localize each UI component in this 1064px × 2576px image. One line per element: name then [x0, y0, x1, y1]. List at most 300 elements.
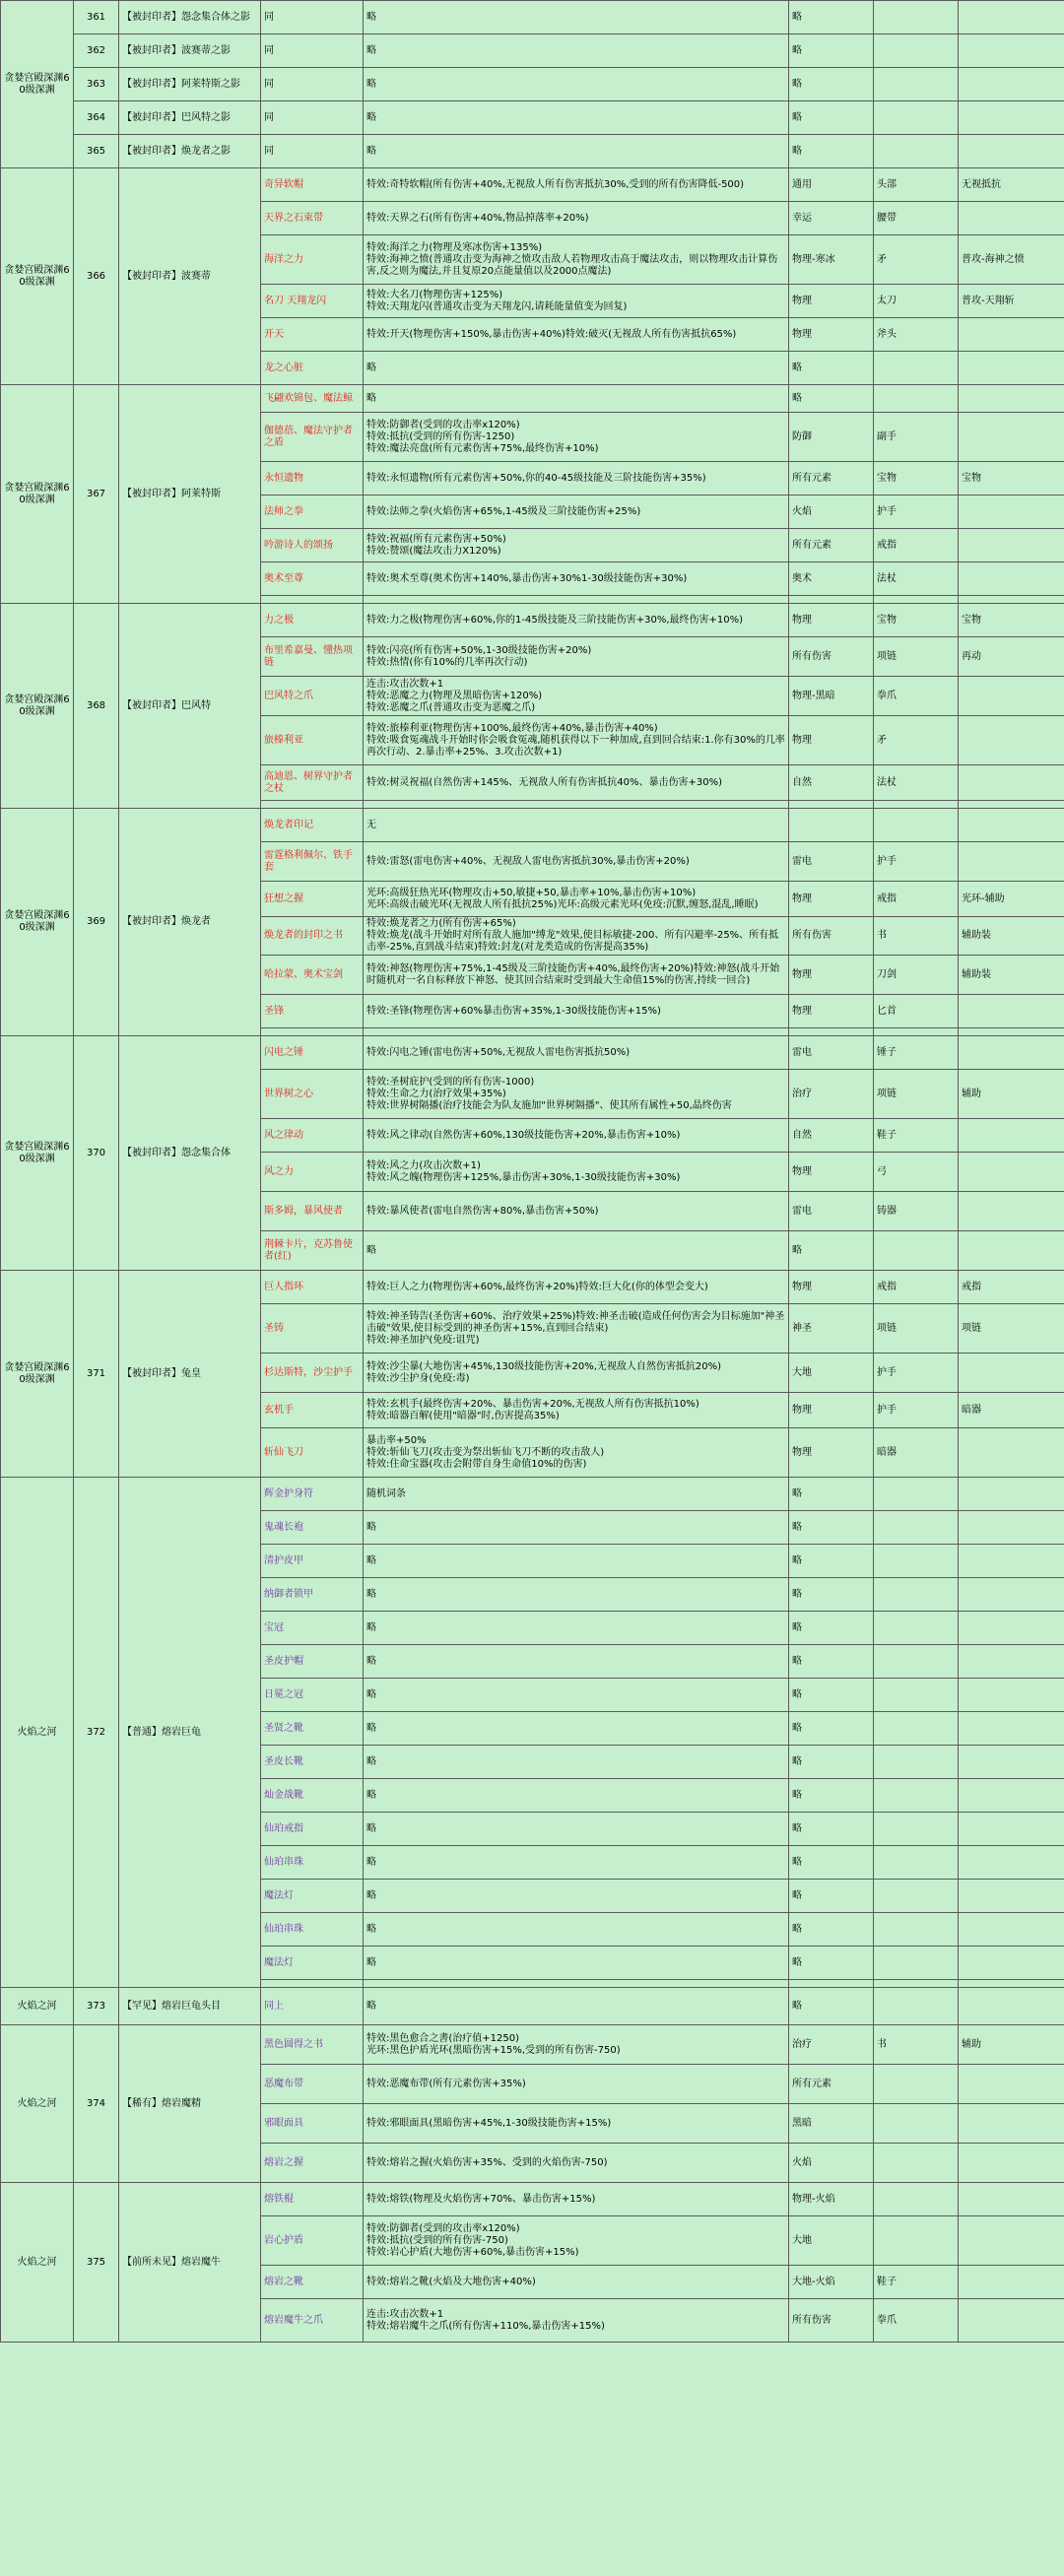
effect-cell: 特效:雷怒(雷电伤害+40%、无视敌人雷电伤害抵抗30%,暴击伤害+20%)	[364, 842, 789, 882]
item-name-cell: 斯多姆，暴风使者	[261, 1192, 364, 1231]
note-cell	[959, 1779, 1064, 1813]
id-cell: 368	[74, 604, 119, 809]
effect-cell: 特效:圣锋(物理伤害+60%暴击伤害+35%,1-30级技能伤害+15%)	[364, 995, 789, 1028]
attribute-cell: 略	[789, 1846, 874, 1880]
effect-cell: 略	[364, 1880, 789, 1913]
effect-cell: 特效:开天(物理伤害+150%,暴击伤害+40%)特效:破灭(无视敌人所有伤害抵抗65%)	[364, 318, 789, 352]
effect-cell: 略	[364, 101, 789, 135]
attribute-cell: 略	[789, 1746, 874, 1779]
slot-cell	[874, 352, 959, 385]
effect-cell: 特效:神怒(物理伤害+75%,1-45级及三阶技能伤害+40%,最终伤害+20%)特效:神怒(战斗开始时随机对一名自标释放下神怒、使其回合结束时受到最大生命值15%的伤害,持续一回合)	[364, 956, 789, 995]
effect-cell: 略	[364, 1913, 789, 1947]
attribute-cell: 所有伤害	[789, 637, 874, 677]
slot-cell: 暗器	[874, 1428, 959, 1478]
attribute-cell: 物理	[789, 1428, 874, 1478]
note-cell	[959, 1428, 1064, 1478]
region-cell: 火焰之河	[1, 1988, 74, 2025]
effect-cell: 略	[364, 68, 789, 101]
id-cell: 364	[74, 101, 119, 135]
table-row	[1, 1036, 1064, 1070]
item-name-cell: 玄机手	[261, 1393, 364, 1428]
attribute-cell: 雷电	[789, 1036, 874, 1070]
slot-cell: 宝物	[874, 604, 959, 637]
item-name-cell: 清护皮甲	[261, 1545, 364, 1578]
item-name-cell: 吟游诗人的颂扬	[261, 529, 364, 562]
note-cell	[959, 716, 1064, 765]
note-cell	[959, 1119, 1064, 1153]
item-name-cell: 日冕之冠	[261, 1679, 364, 1712]
slot-cell	[874, 1511, 959, 1545]
note-cell	[959, 677, 1064, 716]
slot-cell	[874, 1712, 959, 1746]
item-name-cell: 岩心护盾	[261, 2216, 364, 2266]
effect-cell: 特效:暴风使者(雷电自然伤害+80%,暴击伤害+50%)	[364, 1192, 789, 1231]
attribute-cell: 雷电	[789, 842, 874, 882]
effect-cell: 特效:恶魔布带(所有元素伤害+35%)	[364, 2065, 789, 2104]
note-cell	[959, 995, 1064, 1028]
item-name-cell: 辉金护身符	[261, 1478, 364, 1511]
attribute-cell: 所有元素	[789, 2065, 874, 2104]
item-name-cell: 龙之心脏	[261, 352, 364, 385]
slot-cell: 刀剑	[874, 956, 959, 995]
region-cell: 贪婪宫殿深渊60级深渊	[1, 168, 74, 385]
effect-cell: 特效:法师之拳(火焰伤害+65%,1-45级及三阶技能伤害+25%)	[364, 495, 789, 529]
attribute-cell: 物理	[789, 956, 874, 995]
item-name-cell: 熔铁棍	[261, 2183, 364, 2216]
table-row	[1, 1478, 1064, 1511]
attribute-cell: 略	[789, 1880, 874, 1913]
item-name-cell: 鬼魂长袍	[261, 1511, 364, 1545]
effect-cell: 特效:奇特软帽(所有伤害+40%,无视敌人所有伤害抵抗30%,受到的所有伤害降低-500)	[364, 168, 789, 202]
slot-cell: 矛	[874, 716, 959, 765]
effect-cell: 特效:圣树庇护(受到的所有伤害-1000) 特效:生命之力(治疗效果+35%) 特效:世界树隔播(治疗技能会为队友施加"世界树隔播"、使其所有属性+50,晶终伤害	[364, 1070, 789, 1119]
slot-cell	[874, 34, 959, 68]
attribute-cell: 物理-寒冰	[789, 235, 874, 285]
effect-cell: 特效:防御者(受到的攻击率x120%) 特效:抵抗(受到的所有伤害-750) 特效:岩心护盾(大地伤害+60%,暴击伤害+15%)	[364, 2216, 789, 2266]
attribute-cell: 物理	[789, 995, 874, 1028]
boss-cell: 【被封印者】阿莱特斯	[119, 385, 261, 604]
note-cell	[959, 596, 1064, 604]
item-name-cell: 哈拉蒙、奥术宝剑	[261, 956, 364, 995]
item-name-cell: 永恒遗物	[261, 462, 364, 495]
slot-cell	[874, 1947, 959, 1980]
attribute-cell: 大地-火焰	[789, 2266, 874, 2299]
slot-cell: 项链	[874, 1070, 959, 1119]
item-name-cell: 同	[261, 68, 364, 101]
note-cell	[959, 135, 1064, 168]
note-cell	[959, 2104, 1064, 2144]
attribute-cell: 略	[789, 1578, 874, 1612]
note-cell	[959, 2299, 1064, 2343]
effect-cell: 特效:焕龙者之力(所有伤害+65%) 特效:焕龙(战斗开始时对所有敌人施加"缚龙"效果,使目标敏捷-200、所有闪避率-25%、所有抵击率-25%,直到战斗结束)特效:封龙(对龙类造成的伤害提高35%)	[364, 917, 789, 956]
item-name-cell	[261, 1028, 364, 1036]
attribute-cell: 略	[789, 1612, 874, 1645]
slot-cell: 鞋子	[874, 1119, 959, 1153]
slot-cell: 法杖	[874, 765, 959, 801]
attribute-cell: 神圣	[789, 1304, 874, 1354]
note-cell	[959, 1612, 1064, 1645]
item-name-cell	[261, 1980, 364, 1988]
id-cell: 361	[74, 1, 119, 34]
note-cell: 辅助装	[959, 917, 1064, 956]
id-cell: 363	[74, 68, 119, 101]
item-name-cell: 焕龙者印记	[261, 809, 364, 842]
effect-cell: 特效:树灵祝福(自然伤害+145%、无视敌人所有伤害抵抗40%、暴击伤害+30%)	[364, 765, 789, 801]
slot-cell: 腰带	[874, 202, 959, 235]
region-cell: 火焰之河	[1, 2025, 74, 2183]
table-row	[1, 604, 1064, 637]
effect-cell: 略	[364, 1746, 789, 1779]
attribute-cell: 略	[789, 1988, 874, 2025]
attribute-cell: 略	[789, 1947, 874, 1980]
note-cell	[959, 34, 1064, 68]
note-cell: 宝物	[959, 604, 1064, 637]
table-row	[1, 2025, 1064, 2065]
attribute-cell: 物理	[789, 1153, 874, 1192]
boss-cell: 【被封印者】焕龙者之影	[119, 135, 261, 168]
table-row	[1, 1271, 1064, 1304]
note-cell: 普攻-海神之愤	[959, 235, 1064, 285]
attribute-cell: 略	[789, 1545, 874, 1578]
attribute-cell: 略	[789, 1813, 874, 1846]
boss-cell: 【被封印者】兔皇	[119, 1271, 261, 1478]
attribute-cell: 略	[789, 1913, 874, 1947]
attribute-cell: 奥术	[789, 562, 874, 596]
item-name-cell: 飞翩欢锦包、魔法鲸	[261, 385, 364, 413]
item-name-cell: 巨人指环	[261, 1271, 364, 1304]
slot-cell: 护手	[874, 1393, 959, 1428]
item-name-cell: 魔法灯	[261, 1947, 364, 1980]
item-name-cell: 熔岩之握	[261, 2144, 364, 2183]
note-cell: 再动	[959, 637, 1064, 677]
item-name-cell: 荆棘卡片，克苏鲁使者(红)	[261, 1231, 364, 1271]
effect-cell: 特效:玄机手(最终伤害+20%、暴击伤害+20%,无视敌人所有伤害抵抗10%) 特效:暗器百解(使用"暗器"时,伤害提高35%)	[364, 1393, 789, 1428]
attribute-cell: 物理-火焰	[789, 2183, 874, 2216]
item-name-cell: 同	[261, 101, 364, 135]
attribute-cell: 略	[789, 34, 874, 68]
item-name-cell: 布里希嘉曼、懂热项链	[261, 637, 364, 677]
effect-cell: 特效:黑色愈合之書(治疗值+1250) 光环:黑色护盾光环(黑暗伤害+15%,受到的所有伤害-750)	[364, 2025, 789, 2065]
note-cell: 项链	[959, 1304, 1064, 1354]
note-cell	[959, 2144, 1064, 2183]
table-row	[1, 2183, 1064, 2216]
effect-cell: 特效:旅榛利亚(物理伤害+100%,最终伤害+40%,暴击伤害+40%) 特效:吸食冤魂战斗开始时你会吸食冤魂,随机获得以下一种加成,直到回合结束:1.你有30%的几率再次行动、2.暴击率+25%、3.攻击次数+1)	[364, 716, 789, 765]
item-name-cell: 黑色圆得之书	[261, 2025, 364, 2065]
effect-cell: 特效:海洋之力(物理及寒冰伤害+135%) 特效:海神之愤(普通攻击变为海神之愤攻击敌人若物理攻击高于魔法攻击，则以物理攻击计算伤害,反之则为魔法,并且复原20点能量值以及2000点魔法)	[364, 235, 789, 285]
note-cell	[959, 1028, 1064, 1036]
slot-cell	[874, 135, 959, 168]
effect-cell	[364, 801, 789, 809]
note-cell	[959, 101, 1064, 135]
effect-cell: 光环:高级狂热光环(物理攻击+50,敏捷+50,暴击率+10%,暴击伤害+10%) 光环:高级击破光环(无视敌人所有抵抗25%)光环:高级元素光环(免疫:沉默,缠怒,混乱,睡眠)	[364, 882, 789, 917]
item-name-cell: 同	[261, 34, 364, 68]
slot-cell: 鞋子	[874, 2266, 959, 2299]
item-name-cell: 恶魔布带	[261, 2065, 364, 2104]
note-cell	[959, 1746, 1064, 1779]
note-cell	[959, 1511, 1064, 1545]
item-name-cell: 熔岩魔牛之爪	[261, 2299, 364, 2343]
table-row	[1, 168, 1064, 202]
item-name-cell: 风之律动	[261, 1119, 364, 1153]
effect-cell: 略	[364, 1779, 789, 1813]
item-name-cell: 熔岩之靴	[261, 2266, 364, 2299]
slot-cell: 锤子	[874, 1036, 959, 1070]
attribute-cell: 略	[789, 1231, 874, 1271]
table-row	[1, 1988, 1064, 2025]
item-name-cell: 仙珀戒指	[261, 1813, 364, 1846]
attribute-cell: 物理	[789, 882, 874, 917]
slot-cell	[874, 1880, 959, 1913]
note-cell	[959, 809, 1064, 842]
note-cell: 普攻-天翔斩	[959, 285, 1064, 318]
item-name-cell: 力之极	[261, 604, 364, 637]
id-cell: 373	[74, 1988, 119, 2025]
note-cell	[959, 352, 1064, 385]
attribute-cell	[789, 1028, 874, 1036]
attribute-cell: 雷电	[789, 1192, 874, 1231]
item-name-cell: 仙珀串珠	[261, 1846, 364, 1880]
effect-cell: 略	[364, 1645, 789, 1679]
item-name-cell: 圣皮护帽	[261, 1645, 364, 1679]
item-name-cell: 闪电之锤	[261, 1036, 364, 1070]
attribute-cell: 略	[789, 68, 874, 101]
note-cell	[959, 1, 1064, 34]
item-name-cell: 巴风特之爪	[261, 677, 364, 716]
note-cell	[959, 1947, 1064, 1980]
effect-cell: 特效:风之律动(自然伤害+60%,130级技能伤害+20%,暴击伤害+10%)	[364, 1119, 789, 1153]
item-name-cell: 宝冠	[261, 1612, 364, 1645]
attribute-cell: 所有伤害	[789, 2299, 874, 2343]
note-cell	[959, 1813, 1064, 1846]
attribute-cell	[789, 596, 874, 604]
attribute-cell: 略	[789, 1712, 874, 1746]
boss-cell: 【被封印者】波赛蒂之影	[119, 34, 261, 68]
item-name-cell: 名刀 天翔龙闪	[261, 285, 364, 318]
slot-cell: 法杖	[874, 562, 959, 596]
item-name-cell: 雷霆格利佩尔、铁手套	[261, 842, 364, 882]
attribute-cell: 物理	[789, 1393, 874, 1428]
note-cell	[959, 2183, 1064, 2216]
effect-cell: 特效:大名刀(物理伤害+125%) 特效:天翔龙闪(普通攻击变为天翔龙闪,请耗能量值变为回复)	[364, 285, 789, 318]
item-name-cell: 圣贤之靴	[261, 1712, 364, 1746]
attribute-cell: 幸运	[789, 202, 874, 235]
note-cell	[959, 1980, 1064, 1988]
note-cell	[959, 2266, 1064, 2299]
id-cell: 375	[74, 2183, 119, 2343]
note-cell: 辅助	[959, 1070, 1064, 1119]
slot-cell: 项链	[874, 637, 959, 677]
id-cell: 371	[74, 1271, 119, 1478]
boss-cell: 【普通】熔岩巨龟	[119, 1478, 261, 1988]
slot-cell: 书	[874, 917, 959, 956]
slot-cell: 项链	[874, 1304, 959, 1354]
table-row	[1, 34, 1064, 68]
item-name-cell: 海洋之力	[261, 235, 364, 285]
effect-cell: 略	[364, 352, 789, 385]
effect-cell	[364, 1028, 789, 1036]
item-name-cell: 邪眼面具	[261, 2104, 364, 2144]
note-cell	[959, 1645, 1064, 1679]
note-cell	[959, 1153, 1064, 1192]
attribute-cell: 略	[789, 1645, 874, 1679]
attribute-cell: 略	[789, 135, 874, 168]
attribute-cell	[789, 1980, 874, 1988]
id-cell: 369	[74, 809, 119, 1036]
item-name-cell: 同	[261, 135, 364, 168]
item-name-cell: 法师之拳	[261, 495, 364, 529]
attribute-cell: 治疗	[789, 2025, 874, 2065]
slot-cell: 太刀	[874, 285, 959, 318]
effect-cell: 连击:攻击次数+1 特效:熔岩魔牛之爪(所有伤害+110%,暴击伤害+15%)	[364, 2299, 789, 2343]
note-cell	[959, 801, 1064, 809]
table-row	[1, 385, 1064, 413]
slot-cell: 弓	[874, 1153, 959, 1192]
slot-cell	[874, 1478, 959, 1511]
slot-cell	[874, 2144, 959, 2183]
effect-cell: 略	[364, 1511, 789, 1545]
item-name-cell: 灿金战靴	[261, 1779, 364, 1813]
attribute-cell: 所有元素	[789, 462, 874, 495]
note-cell	[959, 2216, 1064, 2266]
attribute-cell: 物理	[789, 604, 874, 637]
item-name-cell: 奥术至尊	[261, 562, 364, 596]
note-cell	[959, 495, 1064, 529]
note-cell	[959, 68, 1064, 101]
attribute-cell: 黑暗	[789, 2104, 874, 2144]
slot-cell	[874, 1545, 959, 1578]
region-cell: 贪婪宫殿深渊60级深渊	[1, 1271, 74, 1478]
slot-cell	[874, 1988, 959, 2025]
slot-cell: 匕首	[874, 995, 959, 1028]
note-cell	[959, 1988, 1064, 2025]
region-cell: 贪婪宫殿深渊60级深渊	[1, 604, 74, 809]
note-cell: 戒指	[959, 1271, 1064, 1304]
effect-cell: 略	[364, 1578, 789, 1612]
note-cell	[959, 2065, 1064, 2104]
boss-cell: 【被封印者】巴风特之影	[119, 101, 261, 135]
effect-cell: 略	[364, 1, 789, 34]
attribute-cell: 略	[789, 1779, 874, 1813]
attribute-cell: 物理	[789, 1271, 874, 1304]
item-name-cell: 圣铸	[261, 1304, 364, 1354]
attribute-cell: 通用	[789, 168, 874, 202]
slot-cell	[874, 101, 959, 135]
note-cell	[959, 1880, 1064, 1913]
item-name-cell: 狂想之握	[261, 882, 364, 917]
note-cell	[959, 1478, 1064, 1511]
slot-cell: 铸器	[874, 1192, 959, 1231]
item-name-cell: 同	[261, 1, 364, 34]
note-cell: 辅助装	[959, 956, 1064, 995]
slot-cell	[874, 1846, 959, 1880]
item-name-cell: 纳御者锁甲	[261, 1578, 364, 1612]
table-row	[1, 1, 1064, 34]
note-cell	[959, 1545, 1064, 1578]
boss-cell: 【被封印者】怨念集合体之影	[119, 1, 261, 34]
slot-cell: 戒指	[874, 882, 959, 917]
effect-cell: 略	[364, 1813, 789, 1846]
slot-cell	[874, 385, 959, 413]
note-cell	[959, 1354, 1064, 1393]
item-name-cell: 圣锋	[261, 995, 364, 1028]
slot-cell: 副手	[874, 413, 959, 462]
attribute-cell: 略	[789, 1679, 874, 1712]
effect-cell: 特效:沙尘暴(大地伤害+45%,130级技能伤害+20%,无视敌人自然伤害抵抗20%) 特效:沙尘护身(免疫:毒)	[364, 1354, 789, 1393]
id-cell: 362	[74, 34, 119, 68]
attribute-cell	[789, 801, 874, 809]
attribute-cell: 所有元素	[789, 529, 874, 562]
item-name-cell: 奇异软帽	[261, 168, 364, 202]
boss-cell: 【稀有】熔岩魔精	[119, 2025, 261, 2183]
slot-cell	[874, 1612, 959, 1645]
slot-cell	[874, 596, 959, 604]
slot-cell: 头部	[874, 168, 959, 202]
attribute-cell: 物理-黑暗	[789, 677, 874, 716]
note-cell	[959, 1846, 1064, 1880]
item-name-cell	[261, 596, 364, 604]
region-cell: 贪婪宫殿深渊60级深渊	[1, 1, 74, 168]
id-cell: 372	[74, 1478, 119, 1988]
effect-cell: 特效:永恒遗物(所有元素伤害+50%,你的40-45级技能及三阶技能伤害+35%)	[364, 462, 789, 495]
item-name-cell	[261, 801, 364, 809]
id-cell: 370	[74, 1036, 119, 1271]
region-cell: 贪婪宫殿深渊60级深渊	[1, 809, 74, 1036]
slot-cell	[874, 1813, 959, 1846]
id-cell: 366	[74, 168, 119, 385]
effect-cell: 特效:闪电之锤(雷电伤害+50%,无视敌人雷电伤害抵抗50%)	[364, 1036, 789, 1070]
item-name-cell: 开天	[261, 318, 364, 352]
slot-cell: 拳爪	[874, 677, 959, 716]
effect-cell: 特效:防御者(受到的攻击率x120%) 特效:抵抗(受到的所有伤害-1250) 特效:魔法亮盘(所有元素伤害+75%,最终伤害+10%)	[364, 413, 789, 462]
attribute-cell: 自然	[789, 765, 874, 801]
effect-cell: 略	[364, 1988, 789, 2025]
attribute-cell: 略	[789, 101, 874, 135]
effect-cell: 特效:巨人之力(物理伤害+60%,最终伤害+20%)特效:巨大化(你的体型会变大)	[364, 1271, 789, 1304]
effect-cell: 略	[364, 135, 789, 168]
id-cell: 365	[74, 135, 119, 168]
id-cell: 374	[74, 2025, 119, 2183]
region-cell: 贪婪宫殿深渊60级深渊	[1, 385, 74, 604]
note-cell	[959, 1231, 1064, 1271]
attribute-cell: 略	[789, 385, 874, 413]
attribute-cell: 火焰	[789, 2144, 874, 2183]
table-row	[1, 101, 1064, 135]
slot-cell	[874, 68, 959, 101]
effect-cell: 略	[364, 1545, 789, 1578]
note-cell	[959, 1712, 1064, 1746]
effect-cell: 特效:天界之石(所有伤害+40%,物品掉落率+20%)	[364, 202, 789, 235]
effect-cell: 特效:熔铁(物理及火焰伤害+70%、暴击伤害+15%)	[364, 2183, 789, 2216]
boss-cell: 【被封印者】巴风特	[119, 604, 261, 809]
attribute-cell: 略	[789, 1511, 874, 1545]
item-name-cell: 魔法灯	[261, 1880, 364, 1913]
slot-cell: 斧头	[874, 318, 959, 352]
slot-cell	[874, 1, 959, 34]
table-row	[1, 809, 1064, 842]
note-cell	[959, 1192, 1064, 1231]
effect-cell: 特效:熔岩之靴(火焰及大地伤害+40%)	[364, 2266, 789, 2299]
note-cell	[959, 202, 1064, 235]
slot-cell	[874, 1913, 959, 1947]
item-name-cell: 焕龙者的封印之书	[261, 917, 364, 956]
attribute-cell: 略	[789, 1478, 874, 1511]
boss-cell: 【罕见】熔岩巨龟头目	[119, 1988, 261, 2025]
effect-cell: 特效:力之极(物理伤害+60%,你的1-45级技能及三阶技能伤害+30%,最终伤害+10%)	[364, 604, 789, 637]
table-row	[1, 68, 1064, 101]
attribute-cell: 物理	[789, 716, 874, 765]
note-cell	[959, 1578, 1064, 1612]
effect-cell: 特效:奥术至尊(奥术伤害+140%,暴击伤害+30%1-30级技能伤害+30%)	[364, 562, 789, 596]
